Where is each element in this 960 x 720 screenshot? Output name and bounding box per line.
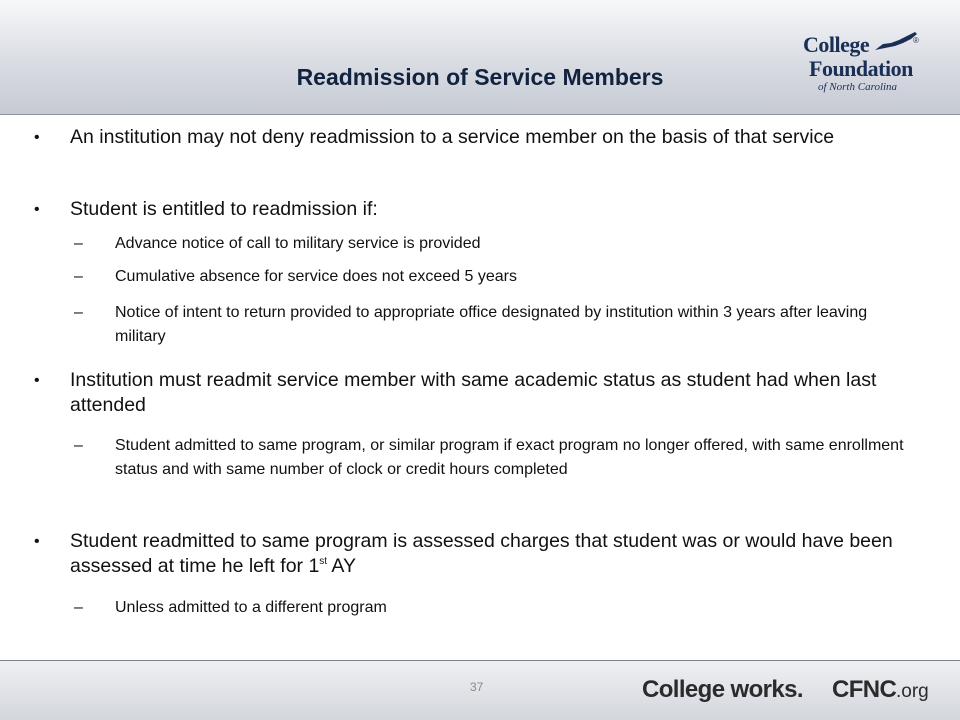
bullet-text: Student is entitled to readmission if: [70, 198, 378, 220]
college-foundation-logo [803, 30, 943, 100]
bullet-text: An institution may not deny readmission to a service member on the basis of that service [70, 126, 835, 148]
sub-bullet-3-1 [74, 434, 915, 482]
bullet-marker: • [34, 533, 40, 550]
slide-title: Readmission of Service Members [296, 64, 664, 90]
footer-tagline: College works. [642, 676, 803, 703]
footer-brand: CFNC [832, 676, 897, 703]
bullet-3 [34, 368, 920, 418]
sub-bullet-2-1 [74, 232, 915, 256]
dash-marker: – [74, 304, 83, 321]
logo-line-2: Foundation [809, 56, 913, 81]
bullet-marker: • [34, 372, 40, 389]
sub-bullet-text: Advance notice of call to military service is provided [115, 235, 481, 252]
bullet-text: Institution must readmit service member with same academic status as student had when last attended [70, 369, 877, 416]
bullet-1 [34, 125, 920, 150]
dash-marker: – [74, 599, 83, 616]
dash-marker: – [74, 437, 83, 454]
sub-bullet-text: Student admitted to same program, or similar program if exact program no longer offered, with same enrollment status and with same number of clock or credit hours completed [115, 437, 904, 478]
logo-registered-mark: ® [913, 36, 919, 45]
sub-bullet-4-1 [74, 596, 915, 620]
bullet-text: Student readmitted to same program is assessed charges that student was or would have been assessed at time he left for 1st AY [70, 530, 893, 577]
sub-bullet-2-2 [74, 265, 915, 289]
bullet-marker: • [34, 201, 40, 218]
sub-bullet-text: Notice of intent to return provided to appropriate office designated by institution within 3 years after leaving military [115, 304, 868, 345]
dash-marker: – [74, 235, 83, 252]
footer-brand-suffix: .org [896, 681, 929, 702]
bullet-4 [34, 529, 920, 579]
logo-line-3: of North Carolina [818, 81, 898, 93]
bullet-2 [34, 197, 920, 222]
logo-line-1: College [803, 32, 870, 57]
dash-marker: – [74, 268, 83, 285]
page-number: 37 [470, 680, 484, 694]
sub-bullet-text: Unless admitted to a different program [115, 599, 387, 616]
sub-bullet-2-3 [74, 301, 915, 349]
superscript: st [319, 556, 328, 567]
bullet-marker: • [34, 129, 40, 146]
sub-bullet-text: Cumulative absence for service does not exceed 5 years [115, 268, 517, 285]
